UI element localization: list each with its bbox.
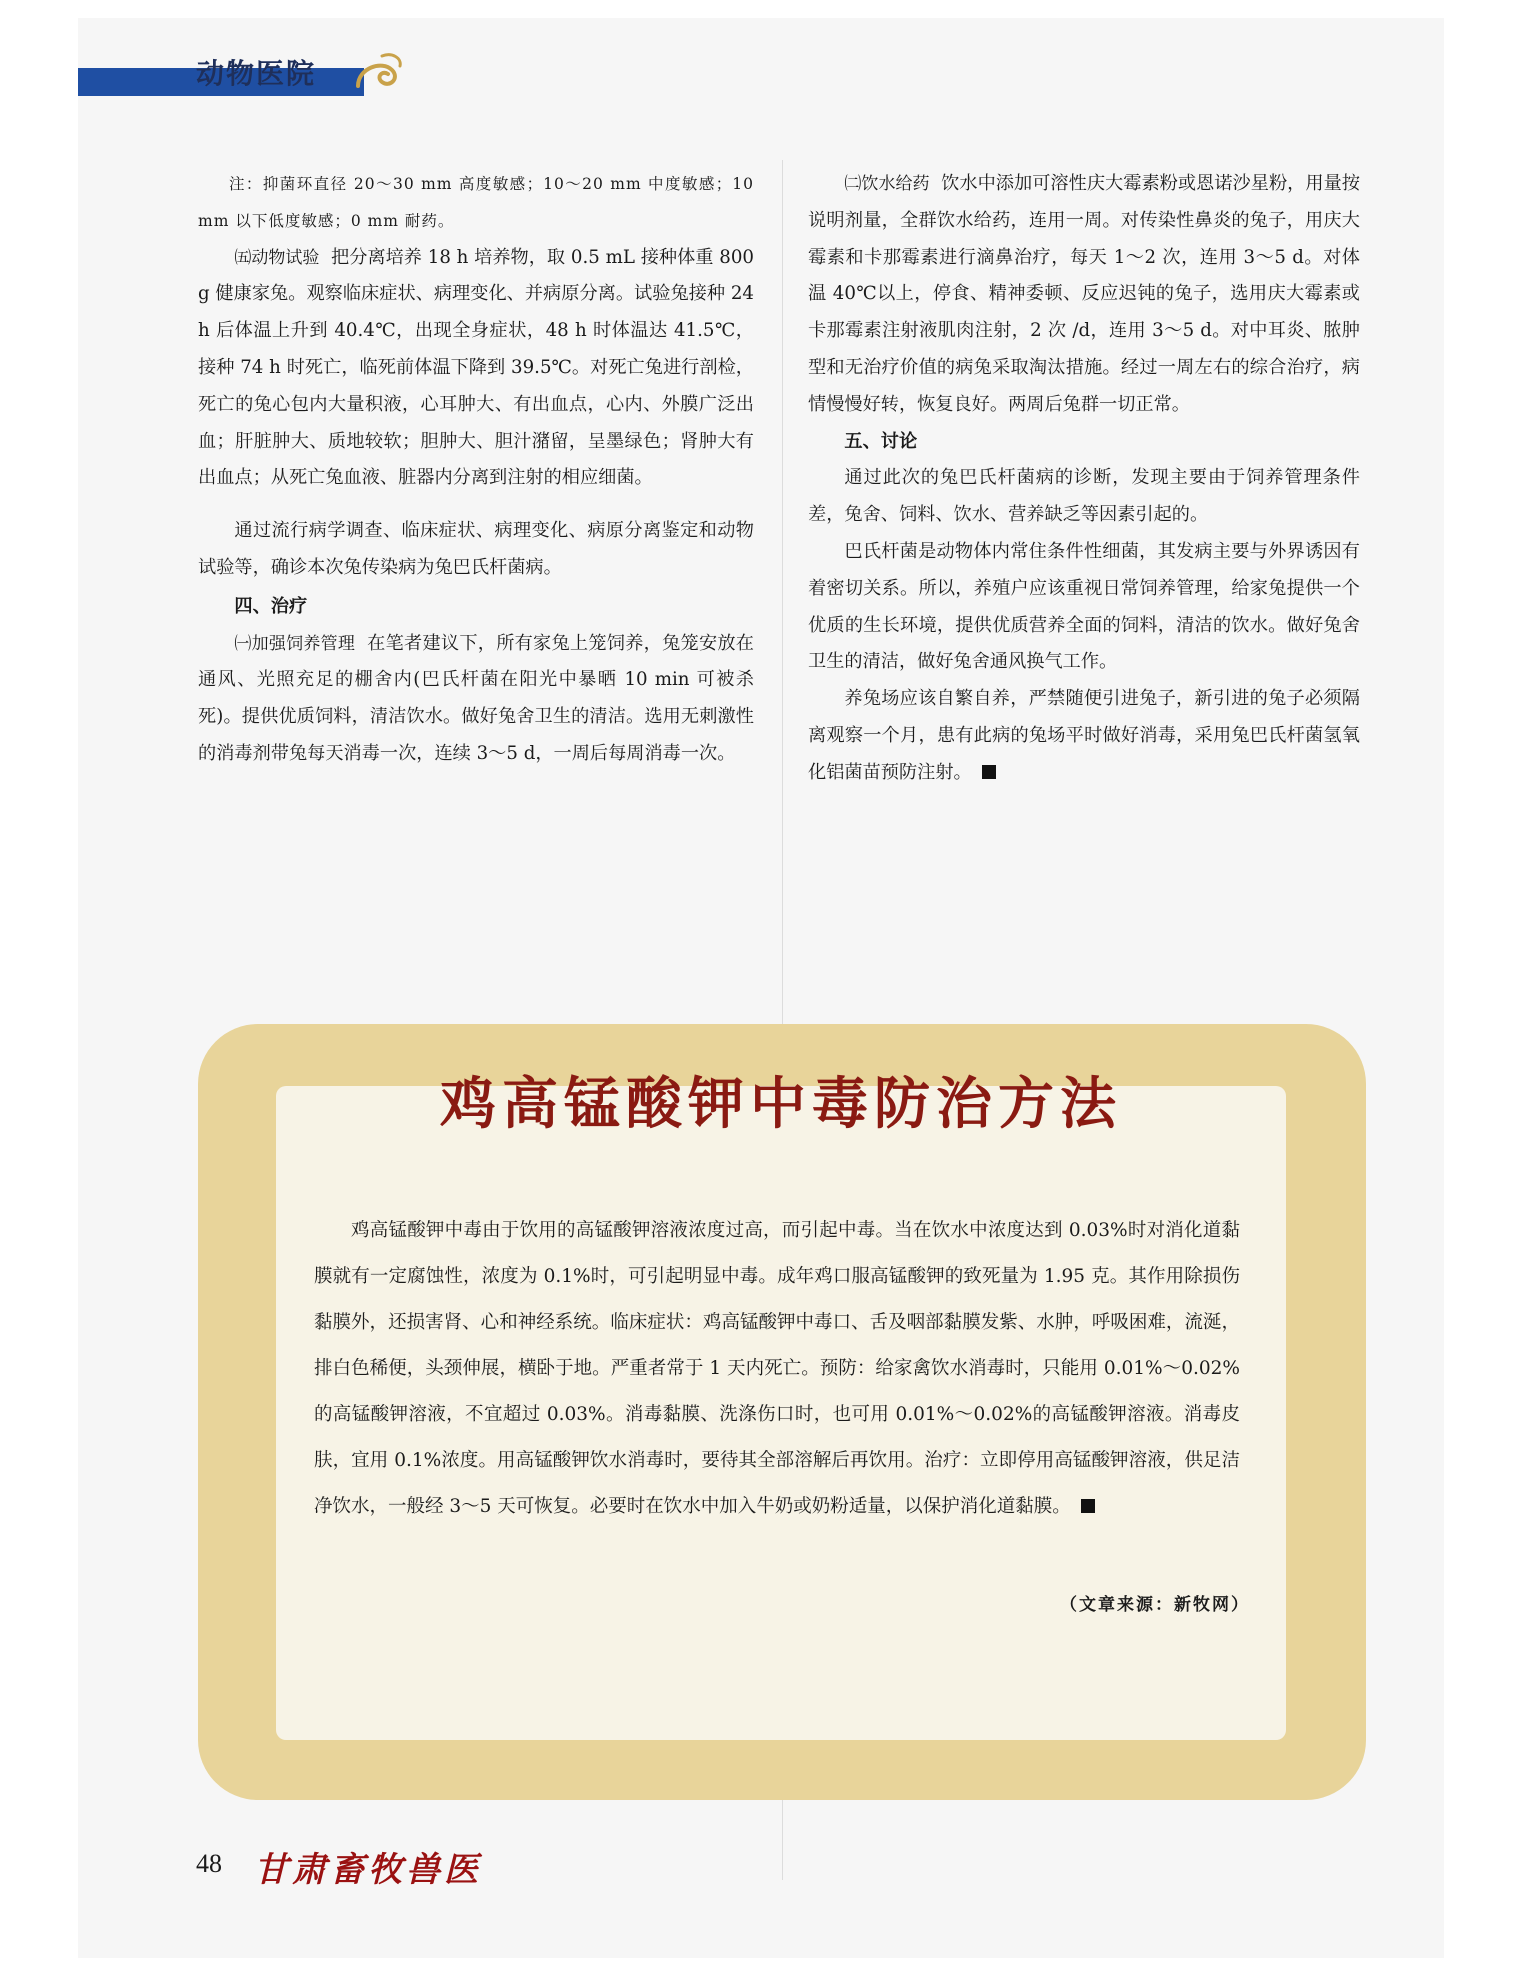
sidebar-box-text: 鸡高锰酸钾中毒由于饮用的高锰酸钾溶液浓度过高，而引起中毒。当在饮水中浓度达到 0.03%时对消化道黏膜就有一定腐蚀性，浓度为 0.1%时，可引起明显中毒。成年鸡口服高锰酸钾的致死量为 1.95 克。其作用除损伤黏膜外，还损害肾、心和神经系统。临床症状：鸡高锰酸钾中毒口、舌及咽部黏膜发紫、水肿，呼吸困难，流涎，排白色稀便，头颈伸展，横卧于地。严重者常于 1 天内死亡。预防：给家禽饮水消毒时，只能用 0.01%～0.02%的高锰酸钾溶液，不宜超过 0.03%。消毒黏膜、洗涤伤口时，也可用 0.01%～0.02%的高锰酸钾溶液。消毒皮肤，宜用 0.1%浓度。用高锰酸钾饮水消毒时，要待其全部溶解后再饮用。治疗：立即停用高锰酸钾溶液，供足洁净饮水，一般经 3～5 天可恢复。必要时在饮水中加入牛奶或奶粉适量，以保护消化道黏膜。 [314,1220,1240,1517]
animal-test-paragraph [198,240,754,498]
sidebar-box-title: 鸡高锰酸钾中毒防治方法 [440,1072,1122,1137]
management-text: 在笔者建议下，所有家兔上笼饲养，兔笼安放在通风、光照充足的棚舍内(巴氏杆菌在阳光中暴晒 10 min 可被杀死)。提供优质饲料，清洁饮水。做好兔舍卫生的清洁。选用无刺激性的消毒剂带兔每天消毒一次，连续 3～5 d，一周后每周消毒一次。 [198,632,754,764]
right-column [808,166,1360,792]
discussion-paragraph-3 [808,681,1360,791]
treatment-heading: 四、治疗 [234,595,308,617]
sidebar-box-body [314,1208,1240,1530]
discussion-paragraph-2: 巴氏杆菌是动物体内常住条件性细菌，其发病主要与外界诱因有着密切关系。所以，养殖户应该重视日常饲养管理，给家兔提供一个优质的生长环境，提供优质营养全面的饲料，清洁的饮水。做好兔舍卫生的清洁，做好兔舍通风换气工作。 [808,540,1360,673]
article-source: （文章来源：新牧网） [1060,1595,1250,1615]
end-mark-icon [982,765,996,779]
water-medication-text: 饮水中添加可溶性庆大霉素粉或恩诺沙星粉，用量按说明剂量，全群饮水给药，连用一周。对传染性鼻炎的兔子，用庆大霉素和卡那霉素进行滴鼻治疗，每天 1～2 次，连用 3～5 d。对体温 40℃以上，停食、精神委顿、反应迟钝的兔子，选用庆大霉素或卡那霉素注射液肌肉注射，2 次 /d，连用 3～5 d。对中耳炎、脓肿型和无治疗价值的病兔采取淘汰措施。经过一周左右的综合治疗，病情慢慢好转，恢复良好。两周后兔群一切正常。 [808,173,1360,415]
page-number: 48 [196,1849,222,1878]
swirl-ornament-icon [352,46,406,100]
table-note: 注：抑菌环直径 20～30 mm 高度敏感；10～20 mm 中度敏感；10 mm 以下低度敏感；0 mm 耐药。 [198,175,754,230]
diagnosis-paragraph: 通过流行病学调查、临床症状、病理变化、病原分离鉴定和动物试验等，确诊本次兔传染病为兔巴氏杆菌病。 [198,520,754,578]
journal-name: 甘肃畜牧兽医 [254,1850,482,1890]
discussion-heading: 五、讨论 [844,430,918,452]
sidebar-box-paragraph [314,1208,1240,1530]
water-medication-paragraph [808,166,1360,424]
discussion-paragraph-3-text: 养兔场应该自繁自养，严禁随便引进兔子，新引进的兔子必须隔离观察一个月，患有此病的兔场平时做好消毒，采用兔巴氏杆菌氢氧化铝菌苗预防注射。 [808,688,1360,783]
water-medication-label: ㈡饮水给药 [844,174,930,194]
management-paragraph [198,626,754,773]
left-column [198,166,754,773]
end-mark-icon [1081,1499,1095,1513]
section-title: 动物医院 [196,57,317,90]
management-label: ㈠加强饲养管理 [234,633,356,654]
animal-test-text: 把分离培养 18 h 培养物，取 0.5 mL 接种体重 800 g 健康家兔。观察临床症状、病理变化、并病原分离。试验兔接种 24 h 后体温上升到 40.4℃，出现全身症状，48 h 时体温达 41.5℃，接种 74 h 时死亡，临死前体温下降到 39.5℃。对死亡兔进行剖检，死亡的兔心包内大量积液，心耳肿大、有出血点，心内、外膜广泛出血；肝脏肿大、质地较软；胆肿大、胆汁潴留，呈墨绿色；肾肿大有出血点；从死亡兔血液、脏器内分离到注射的相应细菌。 [198,246,754,489]
discussion-paragraph-1: 通过此次的兔巴氏杆菌病的诊断，发现主要由于饲养管理条件差，兔舍、饲料、饮水、营养缺乏等因素引起的。 [808,467,1360,526]
animal-test-label: ㈤动物试验 [234,247,320,268]
